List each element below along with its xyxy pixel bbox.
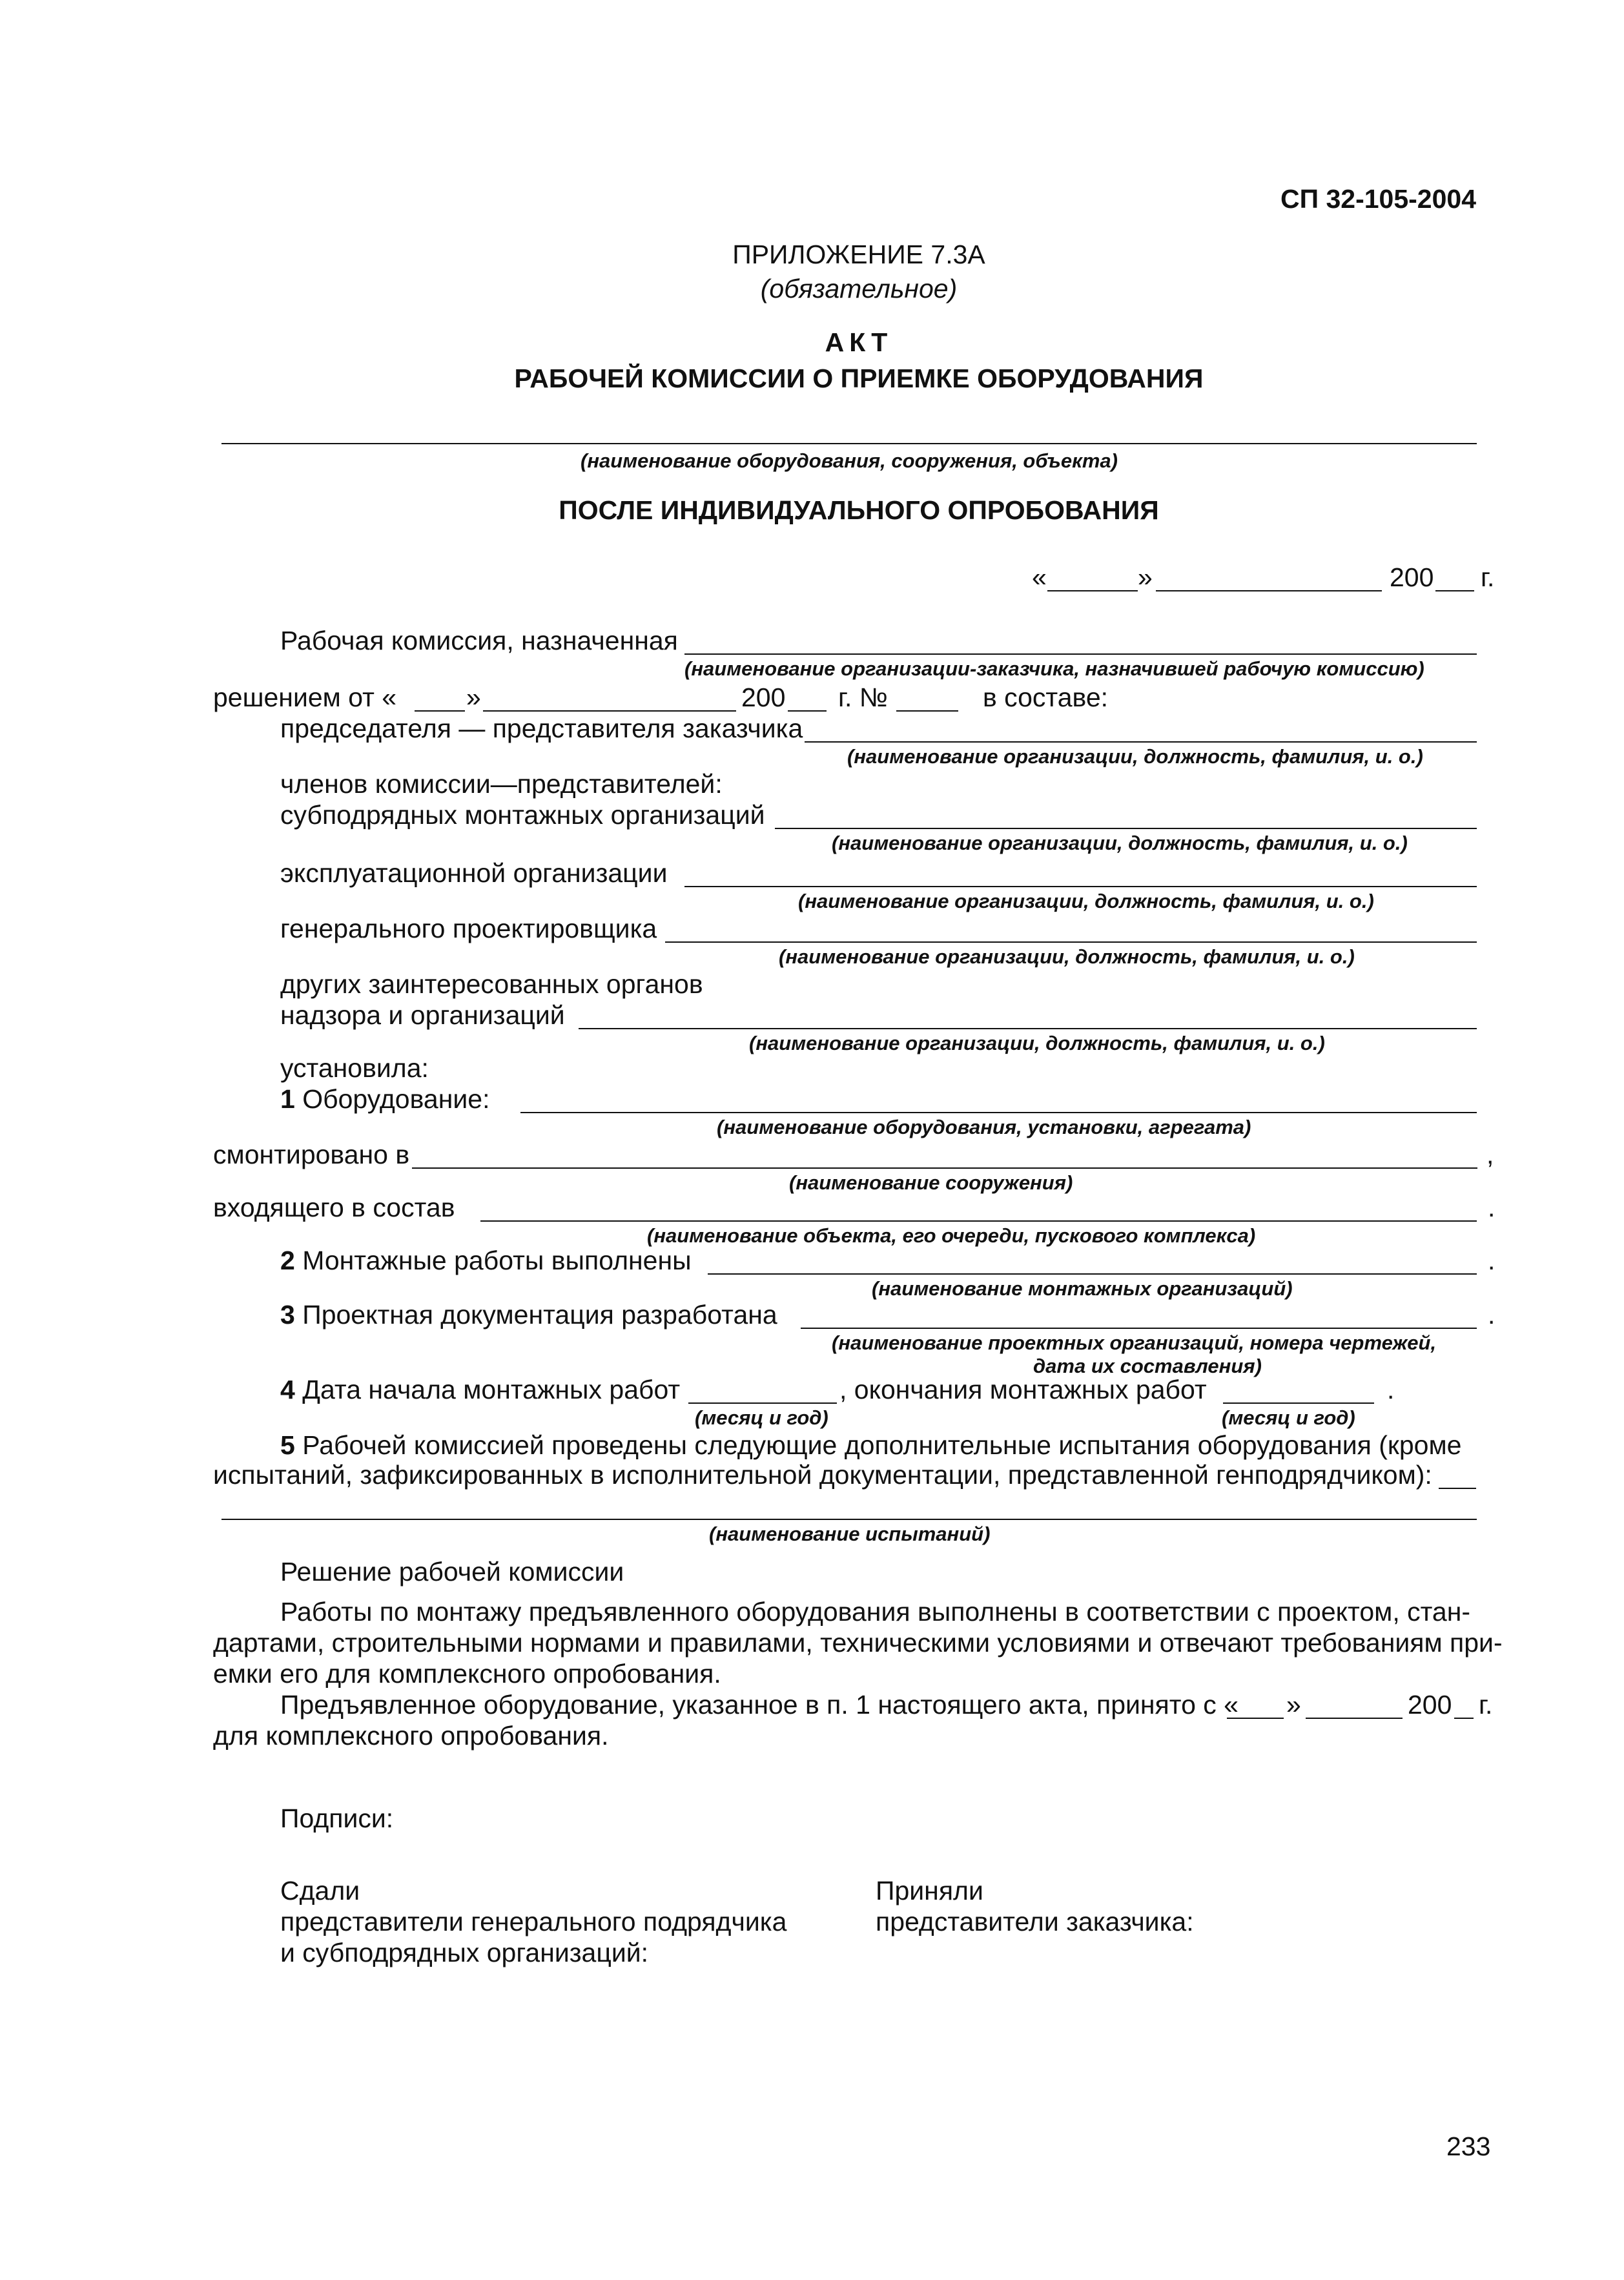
item5-inline-line[interactable]: [1439, 1488, 1476, 1489]
item1-label-row: [280, 1084, 489, 1114]
item2-label: Монтажные работы выполнены: [302, 1246, 692, 1275]
signatures-right-1: Приняли: [876, 1876, 983, 1905]
other-label-1: других заинтересованных органов: [280, 969, 703, 999]
appendix-note: (обязательное): [760, 274, 958, 303]
decision-from: решением от «: [213, 683, 397, 712]
item3-line[interactable]: [801, 1328, 1477, 1329]
decision-para2-start: Предъявленное оборудование, указанное в п. 1 настоящего акта, принято с «: [280, 1690, 1239, 1720]
subcontractors-label: субподрядных монтажных организаций: [280, 800, 765, 830]
other-label-2: надзора и организаций: [280, 1000, 565, 1030]
date-day-line[interactable]: [1047, 590, 1138, 591]
decision-number-line[interactable]: [896, 710, 958, 712]
decision-para1-line2: дартами, строительными нормами и правилами, техническими условиями и отвечают требованиям при-: [213, 1628, 1503, 1658]
date-month-line[interactable]: [1156, 590, 1382, 591]
mounted-end: ,: [1486, 1140, 1494, 1169]
item5-line1-row: [280, 1430, 1461, 1461]
decision-para1-line1: Работы по монтажу предъявленного оборудования выполнены в соответствии с проектом, стан-: [280, 1597, 1471, 1627]
item3-label-row: [280, 1299, 777, 1330]
chairman-line[interactable]: [805, 741, 1477, 743]
item5-line1: Рабочей комиссией проведены следующие дополнительные испытания оборудования (кроме: [302, 1430, 1462, 1460]
object-name-caption: (наименование оборудования, сооружения, объекта): [581, 449, 1118, 472]
members-label: членов комиссии—представителей:: [280, 769, 723, 799]
part-end: .: [1488, 1193, 1496, 1222]
item4-end-line[interactable]: [1223, 1402, 1374, 1404]
item4-end: .: [1387, 1375, 1395, 1404]
decision-year-prefix: 200: [741, 683, 786, 712]
date-year-suffix: г.: [1481, 562, 1495, 592]
part-caption: (наименование объекта, его очереди, пускового комплекса): [647, 1224, 1256, 1247]
document-code: СП 32-105-2004: [1280, 184, 1476, 214]
item2-label-row: [280, 1245, 692, 1276]
signatures-right-2: представители заказчика:: [876, 1907, 1194, 1936]
signatures-left-1: Сдали: [280, 1876, 360, 1905]
item4-mid: , окончания монтажных работ: [839, 1375, 1207, 1404]
mounted-label: смонтировано в: [213, 1140, 410, 1169]
operating-caption: (наименование организации, должность, фамилия, и. о.): [798, 890, 1374, 912]
subcontractors-caption: (наименование организации, должность, фамилия, и. о.): [832, 832, 1408, 854]
decision-heading: Решение рабочей комиссии: [280, 1557, 624, 1587]
signatures-heading: Подписи:: [280, 1803, 394, 1833]
decision-para2-line2: для комплексного опробования.: [213, 1721, 609, 1751]
chairman-caption: (наименование организации, должность, фамилия, и. о.): [847, 745, 1423, 768]
subcontractors-line[interactable]: [775, 828, 1477, 829]
item4-label: Дата начала монтажных работ: [302, 1375, 681, 1404]
decision-number-label: г. №: [838, 683, 888, 712]
item1-number: 1: [280, 1084, 295, 1114]
decision-para2-g: г.: [1479, 1690, 1493, 1720]
act-subtitle: РАБОЧЕЙ КОМИССИИ О ПРИЕМКЕ ОБОРУДОВАНИЯ: [514, 364, 1204, 393]
item3-number: 3: [280, 1300, 295, 1330]
item5-number: 5: [280, 1430, 295, 1460]
decision-para2-close: »: [1286, 1690, 1301, 1720]
part-label: входящего в состав: [213, 1193, 455, 1222]
mounted-line[interactable]: [412, 1167, 1477, 1169]
decision-composition: в составе:: [983, 683, 1109, 712]
operating-label: эксплуатационной организации: [280, 858, 668, 888]
act-title: АКТ: [825, 327, 893, 357]
established-label: установила:: [280, 1053, 429, 1083]
item3-label: Проектная документация разработана: [302, 1300, 777, 1330]
decision-year-line-2[interactable]: [1454, 1718, 1474, 1719]
date-year-prefix: 200: [1390, 562, 1434, 592]
item4-start-caption: (месяц и год): [695, 1406, 828, 1429]
item4-start-line[interactable]: [688, 1402, 837, 1404]
designer-caption: (наименование организации, должность, фамилия, и. о.): [779, 945, 1355, 968]
item5-line[interactable]: [221, 1519, 1477, 1520]
item1-line[interactable]: [520, 1112, 1477, 1113]
item3-caption-1: (наименование проектных организаций, номера чертежей,: [832, 1331, 1437, 1354]
page-number: 233: [1446, 2131, 1491, 2161]
item2-end: .: [1488, 1246, 1496, 1275]
designer-line[interactable]: [665, 941, 1477, 943]
appointed-label: Рабочая комиссия, назначенная: [280, 626, 678, 655]
appointed-line[interactable]: [684, 653, 1477, 655]
item1-caption: (наименование оборудования, установки, агрегата): [717, 1116, 1251, 1138]
signatures-left-2: представители генерального подрядчика: [280, 1907, 787, 1936]
decision-para1-line3: емки его для комплексного опробования.: [213, 1659, 721, 1689]
other-line[interactable]: [579, 1028, 1477, 1029]
date-year-line[interactable]: [1435, 590, 1474, 591]
appendix-label: ПРИЛОЖЕНИЕ 7.3А: [732, 240, 985, 269]
decision-year-line[interactable]: [788, 710, 827, 712]
decision-para2-year: 200: [1408, 1690, 1452, 1720]
decision-month-line-2[interactable]: [1306, 1718, 1403, 1719]
item2-line[interactable]: [708, 1273, 1477, 1275]
decision-day-line[interactable]: [1227, 1718, 1284, 1719]
item4-end-caption: (месяц и год): [1222, 1406, 1355, 1429]
signatures-left-3: и субподрядных организаций:: [280, 1938, 649, 1967]
item2-caption: (наименование монтажных организаций): [872, 1277, 1293, 1300]
item4-number: 4: [280, 1375, 295, 1404]
chairman-label: председателя — представителя заказчика: [280, 714, 803, 743]
appointed-caption: (наименование организации-заказчика, назначившей рабочую комиссию): [684, 657, 1424, 680]
item5-caption: (наименование испытаний): [709, 1523, 991, 1545]
item3-caption-2: дата их составления): [1033, 1355, 1262, 1377]
item2-number: 2: [280, 1246, 295, 1275]
designer-label: генерального проектировщика: [280, 914, 657, 943]
item4-label-row: [280, 1374, 680, 1405]
item1-label: Оборудование:: [302, 1084, 490, 1114]
act-title-after: ПОСЛЕ ИНДИВИДУАЛЬНОГО ОПРОБОВАНИЯ: [559, 495, 1159, 525]
date-quote-close: »: [1138, 562, 1153, 592]
item3-end: .: [1488, 1300, 1496, 1330]
part-line[interactable]: [480, 1220, 1477, 1222]
object-name-line[interactable]: [221, 443, 1477, 444]
item5-line2: испытаний, зафиксированных в исполнительной документации, представленной генподрядчиком):: [213, 1460, 1432, 1490]
decision-month-line[interactable]: [483, 710, 736, 712]
decision-quote-close: »: [466, 683, 481, 712]
operating-line[interactable]: [684, 886, 1477, 887]
date-quote-open: «: [1032, 562, 1047, 592]
other-caption: (наименование организации, должность, фамилия, и. о.): [749, 1032, 1325, 1054]
decision-day-line[interactable]: [415, 710, 465, 712]
mounted-caption: (наименование сооружения): [789, 1171, 1073, 1194]
